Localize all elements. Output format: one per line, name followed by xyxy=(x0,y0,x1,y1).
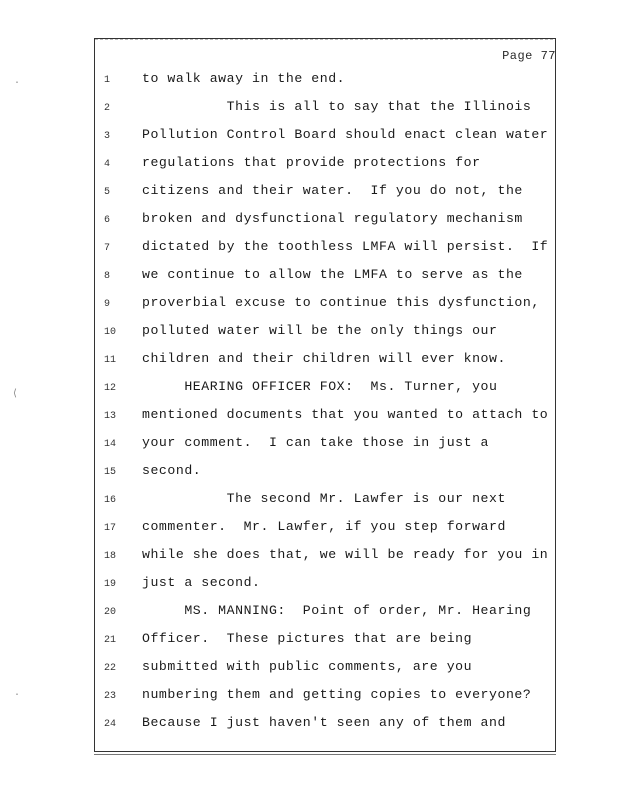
transcript-line xyxy=(104,575,261,595)
transcript-line xyxy=(104,519,506,539)
transcript-line xyxy=(104,155,481,175)
line-number: 10 xyxy=(104,327,117,338)
line-number: 17 xyxy=(104,523,117,534)
transcript-line xyxy=(104,547,548,567)
transcript-line xyxy=(104,239,548,259)
line-number: 21 xyxy=(104,635,117,646)
line-number: 14 xyxy=(104,439,117,450)
transcript-line xyxy=(104,351,506,371)
transcript-line xyxy=(104,295,540,315)
line-text: to walk away in the end. xyxy=(142,71,346,86)
line-number: 18 xyxy=(104,551,117,562)
transcript-line xyxy=(104,491,506,511)
line-text: Officer. These pictures that are being xyxy=(142,631,473,646)
page-bottom-border xyxy=(94,751,556,755)
transcript-line xyxy=(104,435,489,455)
line-text: Because I just haven't seen any of them and xyxy=(142,715,506,730)
line-text: numbering them and getting copies to everyone? xyxy=(142,687,532,702)
line-text: Pollution Control Board should enact clean water xyxy=(142,127,549,142)
line-number: 4 xyxy=(104,159,111,170)
transcript-line xyxy=(104,267,523,287)
line-text: MS. MANNING: Point of order, Mr. Hearing xyxy=(142,603,532,618)
line-number: 8 xyxy=(104,271,111,282)
line-number: 1 xyxy=(104,75,111,86)
line-text: children and their children will ever know. xyxy=(142,351,506,366)
line-text: regulations that provide protections for xyxy=(142,155,481,170)
transcript-line xyxy=(104,463,201,483)
scan-speck: · xyxy=(14,78,21,89)
transcript-line xyxy=(104,379,497,399)
line-text: submitted with public comments, are you xyxy=(142,659,473,674)
line-number: 20 xyxy=(104,607,117,618)
line-text: second. xyxy=(142,463,202,478)
line-text: dictated by the toothless LMFA will persist. If xyxy=(142,239,549,254)
line-text: just a second. xyxy=(142,575,261,590)
transcript-line xyxy=(104,407,548,427)
line-number: 24 xyxy=(104,719,117,730)
line-number: 23 xyxy=(104,691,117,702)
transcript-line xyxy=(104,127,548,147)
scan-speck: ⟨ xyxy=(12,389,19,400)
line-text: commenter. Mr. Lawfer, if you step forward xyxy=(142,519,506,534)
line-text: HEARING OFFICER FOX: Ms. Turner, you xyxy=(142,379,498,394)
line-text: polluted water will be the only things our xyxy=(142,323,498,338)
page-number: Page 77 xyxy=(502,49,556,63)
line-text: broken and dysfunctional regulatory mechanism xyxy=(142,211,523,226)
line-number: 16 xyxy=(104,495,117,506)
transcript-line xyxy=(104,211,523,231)
line-number: 15 xyxy=(104,467,117,478)
transcript-line xyxy=(104,323,497,343)
line-text: citizens and their water. If you do not, the xyxy=(142,183,523,198)
line-number: 11 xyxy=(104,355,117,366)
transcript-line xyxy=(104,99,531,119)
line-number: 2 xyxy=(104,103,111,114)
transcript-line xyxy=(104,71,345,91)
line-number: 5 xyxy=(104,187,111,198)
transcript-line xyxy=(104,603,531,623)
line-number: 13 xyxy=(104,411,117,422)
line-number: 6 xyxy=(104,215,111,226)
line-text: your comment. I can take those in just a xyxy=(142,435,490,450)
line-text: This is all to say that the Illinois xyxy=(142,99,532,114)
transcript-line xyxy=(104,183,523,203)
transcript-line xyxy=(104,659,472,679)
line-number: 7 xyxy=(104,243,111,254)
transcript-line xyxy=(104,687,531,707)
line-number: 12 xyxy=(104,383,117,394)
line-number: 3 xyxy=(104,131,111,142)
line-number: 22 xyxy=(104,663,117,674)
scan-speck: · xyxy=(14,690,21,701)
transcript-line xyxy=(104,631,472,651)
line-number: 19 xyxy=(104,579,117,590)
line-text: proverbial excuse to continue this dysfunction, xyxy=(142,295,540,310)
transcript-line xyxy=(104,715,506,735)
line-number: 9 xyxy=(104,299,111,310)
line-text: while she does that, we will be ready for you in xyxy=(142,547,549,562)
line-text: The second Mr. Lawfer is our next xyxy=(142,491,506,506)
line-text: we continue to allow the LMFA to serve as the xyxy=(142,267,523,282)
line-text: mentioned documents that you wanted to attach to xyxy=(142,407,549,422)
